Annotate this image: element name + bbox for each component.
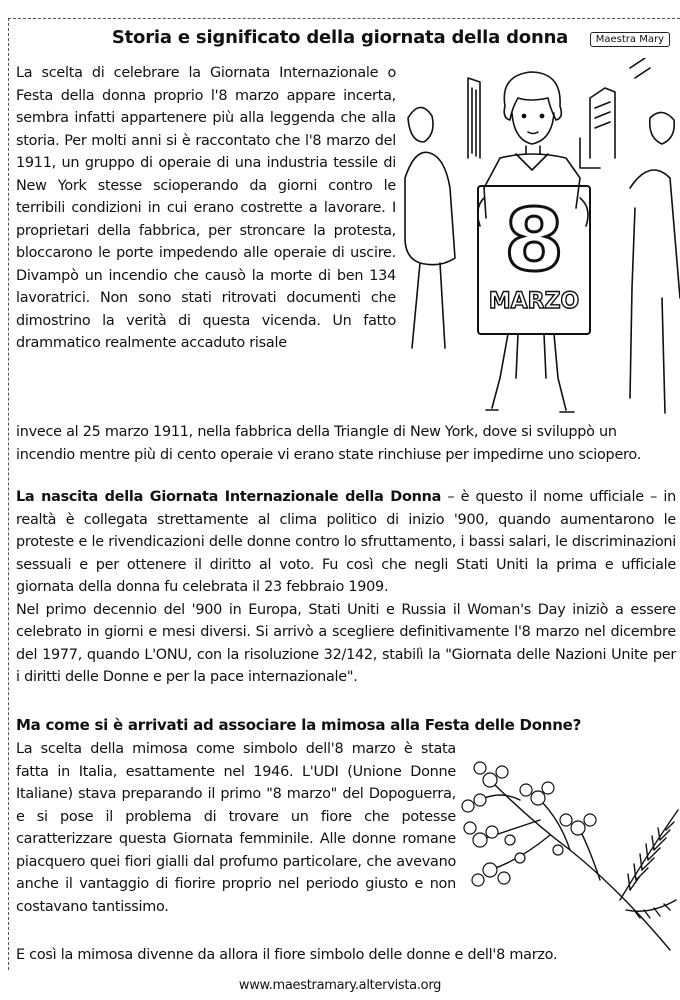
- sign-number: 8: [504, 191, 564, 291]
- footer-website: www.maestramary.altervista.org: [238, 978, 442, 993]
- dashed-border-top: [8, 18, 680, 19]
- text-line: invece al 25 marzo 1911, nella fabbrica della Triangle di New York, dove si sviluppò un: [16, 424, 617, 440]
- paragraph-origin: [16, 486, 676, 689]
- origin-lead: La nascita della Giornata Internazionale della Donna: [16, 489, 442, 505]
- sign-word: MARZO: [488, 289, 580, 314]
- page-title: Storia e significato della giornata della donna: [111, 27, 569, 48]
- dashed-border-left: [8, 18, 9, 970]
- paragraph-conclusion: E così la mimosa divenne da allora il fiore simbolo delle donne e dell'8 marzo.: [16, 947, 558, 963]
- paragraph-triangle-fire: [16, 421, 678, 466]
- mimosa-branch-illustration: [450, 740, 680, 955]
- paragraph-legend: La scelta di celebrare la Giornata Internazionale o Festa della donna proprio l'8 marzo appare incerta, sembra infatti appartenere più alla leggenda che alla storia. Per molti anni si è raccontato che l'8 marzo del 1911, un gruppo di operaie di una industria tessile di New York stesse scioperando da giorni contro le terribili condizioni in cui erano costrette a lavorare. I proprietari della fabbrica, per stroncare la protesta, bloccarono le porte impedendo alle operaie di uscire. Divampò un incendio che causò la morte di ben 134 lavoratrici. Non sono stati ritrovati documenti che dimostrino la verità di questa vicenda. Un fatto drammatico realmente accaduto risale: [16, 65, 396, 351]
- heading-mimosa: Ma come si è arrivati ad associare la mimosa alla Festa delle Donne?: [16, 716, 582, 734]
- author-badge: Maestra Mary: [590, 32, 670, 47]
- paragraph-decade: Nel primo decennio del '900 in Europa, Stati Uniti e Russia il Woman's Day iniziò a essere celebrato in giorni e mesi diversi. Si arrivò a scegliere definitivamente l'8 marzo nel dicembre del 1977, quando L'ONU, con la risoluzione 32/142, stabilì la "Giornata delle Nazioni Unite per i diritti delle Donne e per la pace internazionale".: [16, 601, 676, 685]
- paragraph-mimosa: La scelta della mimosa come simbolo dell'8 marzo è stata fatta in Italia, esattamente nel 1946. L'UDI (Unione Donne Italiane) stava preparando il primo "8 marzo" del Dopoguerra, e si pose il problema di trovare un fiore che potesse caratterizzare questa Giornata femminile. Alle donne romane piacquero quei fiori gialli dal profumo particolare, che avevano anche il vantaggio di fiorire proprio nel periodo giusto e non costavano tantissimo.: [16, 741, 456, 915]
- woman-with-sign-illustration: [400, 58, 680, 420]
- text-line: incendio mentre più di cento operaie vi erano state rinchiuse per impedirne uno sciopero.: [16, 446, 642, 463]
- origin-text: – è questo il nome ufficiale – in realtà è collegata strettamente al clima politico di inizio '900, quando aumentarono le proteste e le rivendicazioni delle donne contro lo sfruttamento, i bassi salari, le discriminazioni sessuali e per ottenere il diritto al voto. Fu così che negli Stati Uniti la prima e ufficiale giornata della donna fu celebrata il 23 febbraio 1909.: [16, 489, 677, 595]
